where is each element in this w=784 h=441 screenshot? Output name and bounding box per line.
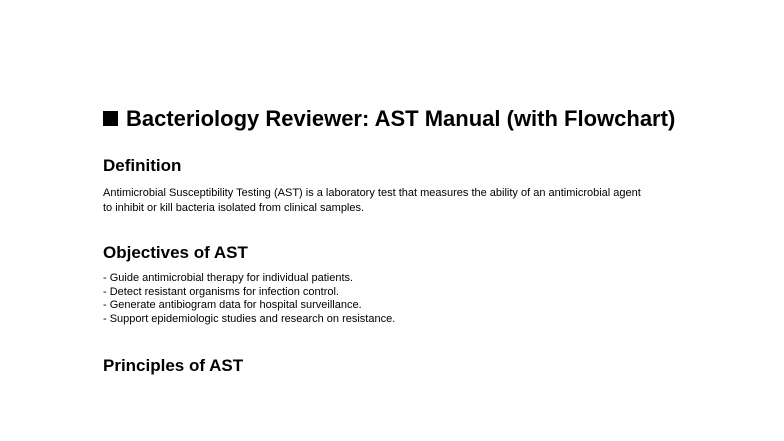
list-item: - Detect resistant organisms for infection control. xyxy=(103,285,339,298)
list-item: - Guide antimicrobial therapy for individual patients. xyxy=(103,272,354,284)
list-item: - Generate antibiogram data for hospital surveillance. xyxy=(103,299,362,311)
section-heading-definition: Definition xyxy=(103,156,182,175)
document-page xyxy=(103,104,703,376)
square-bullet-icon xyxy=(103,111,118,126)
document-title xyxy=(103,104,703,134)
section-heading-objectives: Objectives of AST xyxy=(103,243,248,262)
definition-paragraph: Antimicrobial Susceptibility Testing (AST) is a laboratory test that measures the ability of an antimicrobial agent to inhibit or kill bacteria isolated from clinical samples. xyxy=(103,187,641,214)
list-item: - Support epidemiologic studies and research on resistance. xyxy=(103,312,396,325)
objectives-list xyxy=(103,272,703,326)
section-heading-principles: Principles of AST xyxy=(103,356,244,375)
document-title-text: Bacteriology Reviewer: AST Manual (with Flowchart) xyxy=(126,106,676,131)
